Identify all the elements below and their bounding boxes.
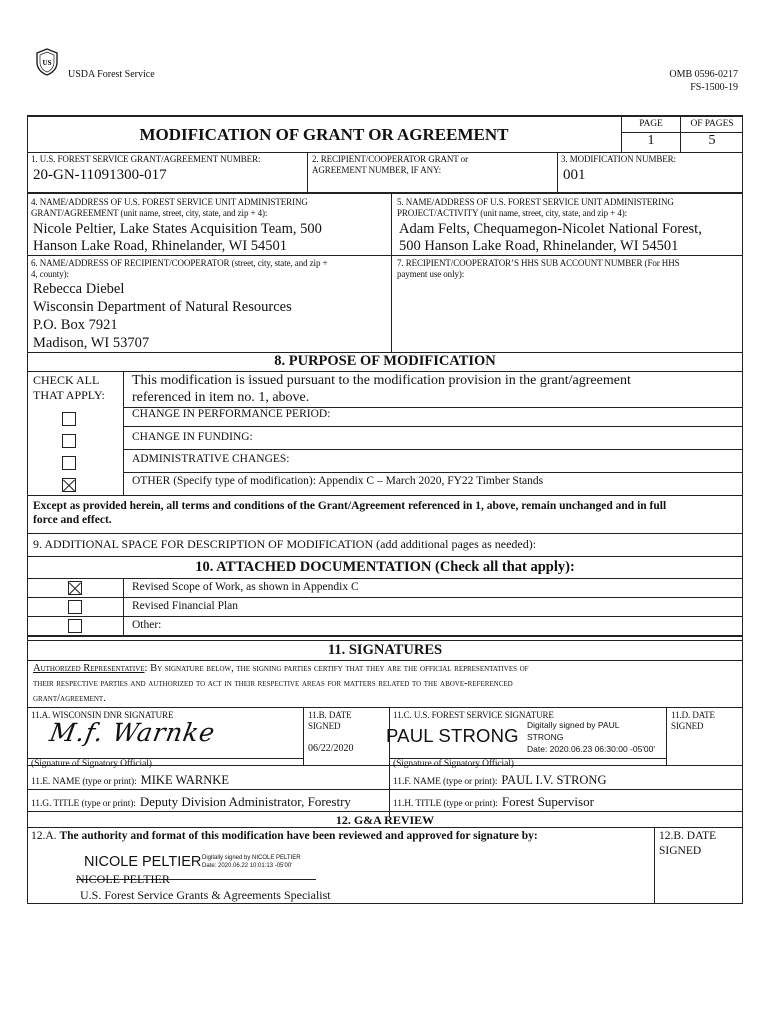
11a-label: 11.A. WISCONSIN DNR SIGNATURE	[31, 710, 174, 720]
page-label: PAGE	[639, 119, 663, 129]
check-all-label-1: CHECK ALL	[33, 373, 100, 387]
field-4-label-1: 4. NAME/ADDRESS OF U.S. FOREST SERVICE UNIT ADMINISTERING	[31, 197, 308, 207]
revised-financial-plan-checkbox[interactable]	[68, 600, 82, 614]
11f-field: 11.F. NAME (type or print): PAUL I.V. STRONG	[393, 773, 607, 787]
except-statement-1: Except as provided herein, all terms and conditions of the Grant/Agreement referenced in 1, above, remain unchanged and in full	[33, 500, 667, 512]
field-5-label-2: PROJECT/ACTIVITY (unit name, street, city, state, and zip + 4):	[397, 208, 628, 218]
check-all-label-2: THAT APPLY:	[33, 388, 105, 402]
11b-label-2: SIGNED	[308, 721, 341, 731]
revised-scope-label: Revised Scope of Work, as shown in Appendix C	[132, 581, 359, 593]
11e-name-value: MIKE WARNKE	[140, 773, 229, 787]
modification-number: 001	[563, 167, 586, 183]
paul-strong-digital-line2: STRONG	[527, 732, 564, 742]
authorized-rep-line-2: their respective parties and authorized to act in their respective areas for matters related to the above-referenced	[33, 678, 513, 689]
signature-official-right: (Signature of Signatory Official)	[393, 759, 514, 769]
of-pages-label: OF PAGES	[690, 119, 734, 129]
section-10-title: 10. ATTACHED DOCUMENTATION (Check all that apply):	[195, 559, 575, 575]
section-8-title: 8. PURPOSE OF MODIFICATION	[274, 353, 496, 369]
administrative-changes-checkbox[interactable]	[62, 456, 76, 470]
12b-label-2: SIGNED	[659, 845, 702, 857]
12-printed-name: NICOLE PELTIER	[76, 872, 170, 886]
paul-strong-digital-line1: Digitally signed by PAUL	[527, 720, 620, 730]
field-7-label-1: 7. RECIPIENT/COOPERATOR’S HHS SUB ACCOUNT NUMBER (For HHS	[397, 258, 680, 268]
total-pages: 5	[708, 133, 716, 148]
nicole-peltier-digital-line2: Date: 2020.06.22 10:01:13 -05'00'	[202, 863, 293, 869]
other-attachment-label: Other:	[132, 619, 162, 631]
section-9-label: 9. ADDITIONAL SPACE FOR DESCRIPTION OF MODIFICATION (add additional pages as needed):	[33, 537, 537, 551]
field-6-label-2: 4, county):	[31, 269, 69, 279]
12b-label-1: 12.B. DATE	[659, 830, 717, 842]
grant-number: 20-GN-11091300-017	[33, 167, 167, 183]
field-2-label-1: 2. RECIPIENT/COOPERATOR GRANT or	[312, 154, 468, 164]
change-performance-period-checkbox[interactable]	[62, 412, 76, 426]
recipient-line-2: Wisconsin Department of Natural Resources	[33, 299, 292, 315]
12-printed-title: U.S. Forest Service Grants & Agreements Specialist	[80, 888, 331, 902]
12a-label: 12.A. The authority and format of this modification have been reviewed and approved for signature by:	[31, 830, 538, 842]
other-modification-checkbox[interactable]	[62, 478, 76, 492]
modification-authority-2: referenced in item no. 1, above.	[132, 390, 310, 405]
field-5-label-1: 5. NAME/ADDRESS OF U.S. FOREST SERVICE UNIT ADMINISTERING	[397, 197, 674, 207]
11d-label-2: SIGNED	[671, 721, 704, 731]
other-modification-label: OTHER (Specify type of modification): Appendix C – March 2020, FY22 Timber Stands	[132, 475, 544, 487]
paul-strong-signature: PAUL STRONG	[386, 725, 519, 746]
11h-field: 11.H. TITLE (type or print): Forest Supervisor	[393, 794, 594, 809]
change-funding-label: CHANGE IN FUNDING:	[132, 431, 253, 443]
agency-name: USDA Forest Service	[68, 69, 155, 80]
administrative-changes-label: ADMINISTRATIVE CHANGES:	[132, 453, 290, 465]
omb-number: OMB 0596-0217	[669, 69, 738, 80]
nicole-peltier-signature: NICOLE PELTIER	[84, 854, 202, 870]
revised-scope-checkbox[interactable]	[68, 581, 82, 595]
paul-strong-digital-line3: Date: 2020.06.23 06:30:00 -05'00'	[527, 744, 656, 754]
section-11-title: 11. SIGNATURES	[327, 642, 443, 658]
field-7-label-2: payment use only):	[397, 269, 465, 279]
field-4-label-2: GRANT/AGREEMENT (unit name, street, city, state, and zip + 4):	[31, 208, 268, 218]
svg-text:US: US	[42, 59, 52, 67]
fs-unit-project-line2: 500 Hanson Lake Road, Rhinelander, WI 54501	[399, 238, 679, 254]
page-number: 1	[647, 133, 655, 148]
modification-authority-1: This modification is issued pursuant to the modification provision in the grant/agreement	[132, 373, 631, 388]
form-title: MODIFICATION OF GRANT OR AGREEMENT	[139, 125, 509, 144]
fs-unit-project-line1: Adam Felts, Chequamegon-Nicolet National Forest,	[399, 221, 702, 237]
field-2-label-2: AGREEMENT NUMBER, IF ANY:	[312, 165, 442, 175]
recipient-line-3: P.O. Box 7921	[33, 317, 118, 333]
recipient-line-1: Rebecca Diebel	[33, 281, 125, 297]
wisconsin-dnr-signature: M.f. Warnke	[47, 718, 218, 747]
field-3-label: 3. MODIFICATION NUMBER:	[561, 154, 676, 164]
revised-financial-plan-label: Revised Financial Plan	[132, 600, 239, 612]
fs-unit-grant-line2: Hanson Lake Road, Rhinelander, WI 54501	[33, 238, 288, 254]
authorized-rep-line-1: Authorized Representative: By signature below, the signing parties certify that they are the official representatives of	[33, 663, 529, 674]
nicole-peltier-digital-line1: Digitally signed by NICOLE PELTIER	[202, 855, 301, 861]
usda-shield-logo	[35, 48, 59, 76]
section-12-title: 12. G&A REVIEW	[335, 813, 435, 827]
form-number: FS-1500-19	[690, 82, 738, 93]
field-1-label: 1. U.S. FOREST SERVICE GRANT/AGREEMENT NUMBER:	[31, 154, 261, 164]
other-attachment-checkbox[interactable]	[68, 619, 82, 633]
change-funding-checkbox[interactable]	[62, 434, 76, 448]
signature-official-left: (Signature of Signatory Official)	[31, 759, 152, 769]
field-6-label-1: 6. NAME/ADDRESS OF RECIPIENT/COOPERATOR (street, city, state, and zip +	[31, 258, 328, 268]
11c-label: 11.C. U.S. FOREST SERVICE SIGNATURE	[393, 710, 554, 720]
11b-label-1: 11.B. DATE	[308, 710, 352, 720]
11g-field: 11.G. TITLE (type or print): Deputy Division Administrator, Forestry	[31, 794, 351, 809]
except-statement-2: force and effect.	[33, 514, 112, 526]
11d-label-1: 11.D. DATE	[671, 710, 715, 720]
authorized-rep-line-3: grant/agreement.	[33, 693, 106, 704]
11f-name-value: PAUL I.V. STRONG	[501, 773, 607, 787]
fs-unit-grant-line1: Nicole Peltier, Lake States Acquisition Team, 500	[33, 221, 322, 237]
recipient-line-4: Madison, WI 53707	[33, 335, 150, 351]
11e-field: 11.E. NAME (type or print): MIKE WARNKE	[31, 773, 229, 787]
11b-date-value: 06/22/2020	[308, 743, 354, 754]
11g-title-value: Deputy Division Administrator, Forestry	[139, 794, 351, 809]
11h-title-value: Forest Supervisor	[501, 794, 594, 809]
change-performance-period-label: CHANGE IN PERFORMANCE PERIOD:	[132, 408, 331, 420]
